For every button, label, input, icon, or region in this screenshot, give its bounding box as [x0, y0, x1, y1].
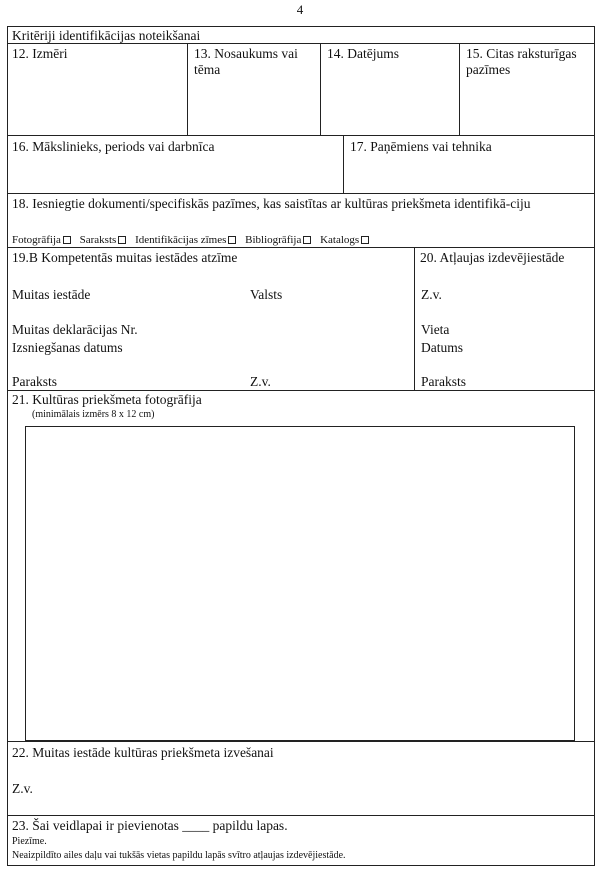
field-13-label: 13. Nosaukums vai tēma	[194, 46, 298, 77]
field-19-declaration-no: Muitas deklarācijas Nr.	[12, 322, 138, 337]
field-20-signature: Paraksts	[421, 374, 466, 389]
checkbox-icon[interactable]	[228, 236, 236, 244]
option-photo-label: Fotogrāfija	[12, 234, 61, 246]
divider	[7, 390, 595, 391]
divider	[459, 43, 460, 135]
photo-placeholder[interactable]	[25, 426, 575, 741]
divider	[7, 135, 595, 136]
field-20-date: Datums	[421, 340, 463, 355]
field-20-title: 20. Atļaujas izdevējiestāde	[420, 250, 565, 265]
checkbox-icon[interactable]	[361, 236, 369, 244]
option-catalog-label: Katalogs	[320, 234, 360, 246]
option-list[interactable]	[80, 234, 133, 246]
field-20-seal: Z.v.	[421, 287, 442, 302]
divider	[343, 135, 344, 193]
section-title: Kritēriji identifikācijas noteikšanai	[12, 28, 201, 43]
field-23-title: 23. Šai veidlapai ir pievienotas ____ papildu lapas.	[12, 818, 288, 833]
checkbox-icon[interactable]	[118, 236, 126, 244]
field-18-label: 18. Iesniegtie dokumenti/specifiskās pazīmes, kas saistītas ar kultūras priekšmeta identifikā-ciju	[12, 196, 531, 211]
field-21-note: (minimālais izmērs 8 x 12 cm)	[32, 409, 155, 420]
field-22-title: 22. Muitas iestāde kultūras priekšmeta izvešanai	[12, 745, 274, 760]
option-photo[interactable]	[12, 234, 77, 246]
divider	[320, 43, 321, 135]
field-23-note-label: Piezīme.	[12, 836, 47, 847]
option-bibliography-label: Bibliogrāfija	[245, 234, 302, 246]
checkbox-icon[interactable]	[63, 236, 71, 244]
field-19-seal: Z.v.	[250, 374, 271, 389]
field-20-place: Vieta	[421, 322, 450, 337]
field-18-options	[12, 234, 592, 247]
field-21-title: 21. Kultūras priekšmeta fotogrāfija	[12, 392, 202, 407]
checkbox-icon[interactable]	[303, 236, 311, 244]
divider	[414, 247, 415, 390]
option-bibliography[interactable]	[245, 234, 317, 246]
page-number: 4	[296, 2, 304, 17]
divider	[7, 741, 595, 742]
field-12-label: 12. Izmēri	[12, 46, 68, 61]
option-identification-marks[interactable]	[135, 234, 242, 246]
option-identification-marks-label: Identifikācijas zīmes	[135, 234, 227, 246]
field-23-note-text: Neaizpildīto ailes daļu vai tukšās vietas papildu lapās svītro atļaujas izdevējiestāde.	[12, 850, 346, 861]
field-19-signature: Paraksts	[12, 374, 57, 389]
divider	[7, 815, 595, 816]
field-19-country: Valsts	[250, 287, 283, 302]
divider	[7, 43, 595, 44]
divider	[187, 43, 188, 135]
field-17-label: 17. Paņēmiens vai tehnika	[350, 139, 492, 154]
option-list-label: Saraksts	[79, 234, 117, 246]
divider	[7, 193, 595, 194]
field-22-seal: Z.v.	[12, 781, 33, 796]
field-16-label: 16. Mākslinieks, periods vai darbnīca	[12, 139, 215, 154]
field-19-customs-office: Muitas iestāde	[12, 287, 91, 302]
field-19-issue-date: Izsniegšanas datums	[12, 340, 123, 355]
field-14-label: 14. Datējums	[327, 46, 399, 61]
option-catalog[interactable]	[320, 234, 375, 246]
field-19-title: 19.B Kompetentās muitas iestādes atzīme	[12, 250, 238, 265]
field-15-label: 15. Citas raksturīgas pazīmes	[466, 46, 577, 77]
divider	[7, 247, 595, 248]
